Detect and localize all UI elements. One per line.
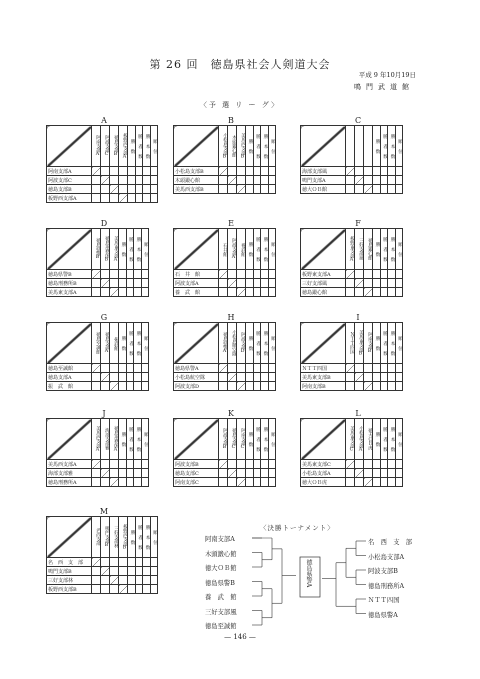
stat-column-header: 順 位 xyxy=(141,229,149,270)
group-label: G xyxy=(100,313,108,322)
preliminary-league-heading: 〈予 選 リ ー グ〉 xyxy=(199,101,281,109)
stat-column-header: 勝 者 数 xyxy=(253,126,261,167)
team-column-header: 徳島支部C xyxy=(228,419,237,460)
stat-column-header: 勝 数 xyxy=(128,126,136,167)
stat-column-header: 勝 者 数 xyxy=(253,323,261,364)
team-name: 美馬東支部C xyxy=(301,460,346,469)
stat-column-header: 順 位 xyxy=(150,517,158,558)
group-label: A xyxy=(101,116,107,125)
stat-column-header: 勝 者 数 xyxy=(135,126,143,167)
group-label: F xyxy=(355,219,361,228)
stat-column-header: 勝 者 数 xyxy=(380,229,388,270)
team-name: 徳大ＯＢ虎 xyxy=(301,478,346,487)
team-name: 阿波支部A xyxy=(174,279,219,288)
team-column-header: 板野東支部A xyxy=(346,229,355,270)
group-label: E xyxy=(228,219,234,228)
group-label: L xyxy=(355,409,361,418)
page-number: — 146 — xyxy=(224,633,256,641)
stat-column-header: 勝 者 数 xyxy=(253,419,261,460)
team-name: 小松島航空隊 xyxy=(174,373,219,382)
team-column-header: 阿南支部B xyxy=(364,323,373,364)
team-column-header: 小松島支部B xyxy=(219,126,228,167)
team-column-header: 徳島県警B xyxy=(92,229,101,270)
team-name: 三好支部風 xyxy=(301,279,346,288)
stat-column-header: 順 位 xyxy=(141,419,149,460)
team-column-header: 美馬東支部C xyxy=(346,419,355,460)
stat-column-header: 勝 本 数 xyxy=(261,323,269,364)
bracket-team-left: 徳島至誠館 xyxy=(205,623,237,630)
team-name: 美馬東支部B xyxy=(301,373,346,382)
team-column-header: 養武館 xyxy=(237,229,246,270)
team-name: 海部支部風 xyxy=(301,167,346,176)
group-label: M xyxy=(99,507,109,516)
group-label: K xyxy=(228,409,234,418)
team-name: 三好支部林 xyxy=(47,576,92,585)
team-column-header: 徳島刑務所A xyxy=(110,419,119,460)
team-column-header: 鳴門支部B xyxy=(101,517,110,558)
team-name: 徳島刑務所A xyxy=(47,478,92,487)
team-name: 阿波支部B xyxy=(174,460,219,469)
team-column-header: 阿波支部D xyxy=(237,323,246,364)
stat-column-header: 勝 者 数 xyxy=(126,323,134,364)
stat-column-header: 勝 数 xyxy=(246,229,254,270)
team-name: 養 武 館 xyxy=(174,288,219,297)
team-column-header: 徳島支部A xyxy=(101,323,110,364)
team-name: 板野西支部B xyxy=(47,585,92,594)
stat-column-header: 勝 本 数 xyxy=(143,126,151,167)
team-column-header: 海部支部雅 xyxy=(101,419,110,460)
team-name: 名 西 支 部 xyxy=(47,558,92,567)
team-name: 徳島支部B xyxy=(47,185,92,194)
bracket-team-left: 三好支部風 xyxy=(205,608,237,616)
stat-column-header: 勝 数 xyxy=(128,517,136,558)
bracket-team-right: 徳島刑務所A xyxy=(368,582,405,590)
team-name: 徳島県警B xyxy=(47,270,92,279)
group-label: H xyxy=(227,313,235,322)
stat-column-header: 勝 数 xyxy=(373,126,381,167)
team-name: 徳島刑務所B xyxy=(47,279,92,288)
team-column-header: 美馬東支部A xyxy=(110,229,119,270)
team-column-header: 振武館 xyxy=(110,323,119,364)
team-name: 鳴門支部B xyxy=(47,567,92,576)
team-column-header: 阿南支部C xyxy=(237,419,246,460)
group-label: I xyxy=(356,313,360,322)
stat-column-header: 勝 者 数 xyxy=(126,229,134,270)
stat-column-header: 勝 数 xyxy=(246,419,254,460)
team-column-header: 小松島支部A xyxy=(355,419,364,460)
stat-column-header: 順 位 xyxy=(141,323,149,364)
team-column-header: 阿波支部A xyxy=(228,229,237,270)
stat-column-header: 順 位 xyxy=(268,126,276,167)
team-name: 美馬西支部B xyxy=(174,185,219,194)
team-name: 阿波支部D xyxy=(174,382,219,391)
team-name: 小松島支部B xyxy=(174,167,219,176)
stat-column-header: 勝 数 xyxy=(119,229,127,270)
team-name: 石 井 館 xyxy=(174,270,219,279)
team-name: 海部支部雅 xyxy=(47,469,92,478)
team-name: 阿南支部A xyxy=(47,167,92,176)
team-column-header: 徳島至誠館 xyxy=(92,323,101,364)
team-name: 板野西支部A xyxy=(47,194,92,203)
team-column-header: 三好支部風 xyxy=(355,229,364,270)
team-name: 徳大ＯＢ館 xyxy=(301,185,346,194)
bracket-team-right: 名 西 支 部 xyxy=(368,539,413,546)
page-title: 第 26 回 徳島県社会人剣道大会 xyxy=(149,58,331,71)
stat-column-header: 勝 本 数 xyxy=(134,419,142,460)
stat-column-header: 順 位 xyxy=(395,229,403,270)
stat-column-header: 勝 本 数 xyxy=(134,323,142,364)
group-label: D xyxy=(100,219,108,228)
team-name: 徳島至誠館 xyxy=(47,364,92,373)
team-name: 阿南支部B xyxy=(301,382,346,391)
stat-column-header: 勝 者 数 xyxy=(126,419,134,460)
team-column-header: ＮＴＴ四国 xyxy=(346,323,355,364)
team-column-header: 阿波支部B xyxy=(219,419,228,460)
team-name: 鳴門支部A xyxy=(301,176,346,185)
stat-column-header: 順 位 xyxy=(150,126,158,167)
group-label: C xyxy=(354,116,362,125)
team-column-header: 小松島航空隊 xyxy=(228,323,237,364)
stat-column-header: 勝 者 数 xyxy=(380,419,388,460)
stat-column-header: 勝 本 数 xyxy=(134,229,142,270)
stat-column-header: 勝 数 xyxy=(119,323,127,364)
team-column-header: 徳大ＯＢ虎 xyxy=(364,419,373,460)
event-venue: 鳴門武道館 xyxy=(354,83,414,91)
stat-column-header: 勝 本 数 xyxy=(261,229,269,270)
team-name: 徳島鍛心館 xyxy=(301,288,346,297)
stat-column-header: 勝 本 数 xyxy=(388,323,396,364)
stat-column-header: 勝 本 数 xyxy=(261,419,269,460)
team-name: 美馬西支部A xyxy=(47,460,92,469)
team-column-header: 阿南支部A xyxy=(92,126,101,167)
team-column-header: 徳島刑務所B xyxy=(101,229,110,270)
bracket-team-left: 養 武 館 xyxy=(205,594,237,601)
team-name: 板野東支部A xyxy=(301,270,346,279)
stat-column-header: 順 位 xyxy=(268,323,276,364)
stat-column-header: 勝 数 xyxy=(373,323,381,364)
stat-column-header: 勝 者 数 xyxy=(253,229,261,270)
team-column-header: 三好支部林 xyxy=(110,517,119,558)
bracket-team-left: 阿南支部A xyxy=(205,536,235,543)
team-column-header: 美馬西支部A xyxy=(92,419,101,460)
team-name: 徳島支部C xyxy=(174,469,219,478)
stat-column-header: 順 位 xyxy=(395,126,403,167)
stat-column-header: 勝 本 数 xyxy=(388,229,396,270)
bracket-team-right: 徳島県警A xyxy=(368,611,398,619)
team-name: 徳島支部A xyxy=(47,373,92,382)
team-column-header: 美馬東支部B xyxy=(355,323,364,364)
stat-column-header: 勝 数 xyxy=(246,323,254,364)
team-name: 木頭鍛心館 xyxy=(174,176,219,185)
stat-column-header: 順 位 xyxy=(395,323,403,364)
stat-column-header: 勝 本 数 xyxy=(388,126,396,167)
stat-column-header: 勝 本 数 xyxy=(388,419,396,460)
bracket-team-right: 阿波支部B xyxy=(368,568,398,575)
group-label: J xyxy=(102,409,106,418)
bracket-team-left: 徳島県警B xyxy=(205,579,235,587)
team-column-header: 名西支部 xyxy=(92,517,101,558)
team-name: 阿波支部C xyxy=(47,176,92,185)
team-name: 阿南支部C xyxy=(174,478,219,487)
champion-name: 徳島県警A xyxy=(305,559,312,588)
group-label: B xyxy=(228,116,234,125)
team-column-header: 美馬西支部B xyxy=(237,126,246,167)
bracket-team-left: 徳大ＯＢ館 xyxy=(205,565,237,572)
stat-column-header: 順 位 xyxy=(395,419,403,460)
stat-column-header: 順 位 xyxy=(268,229,276,270)
team-name: 美馬東支部A xyxy=(47,288,92,297)
stat-column-header: 勝 数 xyxy=(373,229,381,270)
team-column-header: 徳島鍛心館 xyxy=(364,229,373,270)
stat-column-header: 勝 数 xyxy=(246,126,254,167)
team-column-header: 阿波支部C xyxy=(101,126,110,167)
stat-column-header: 勝 数 xyxy=(373,419,381,460)
stat-column-header: 勝 者 数 xyxy=(135,517,143,558)
team-name: 徳島県警A xyxy=(174,364,219,373)
team-name: 小松島支部A xyxy=(301,469,346,478)
bracket-team-left: 木頭鍛心館 xyxy=(205,550,237,558)
bracket-team-right: 小松島支部A xyxy=(368,553,405,561)
team-column-header: 木頭鍛心館 xyxy=(228,126,237,167)
stat-column-header: 勝 数 xyxy=(119,419,127,460)
event-date: 平成 9 年10月19日 xyxy=(358,71,416,79)
final-tournament-heading: 〈決勝トーナメント〉 xyxy=(260,524,335,532)
bracket-team-right: ＮＴＴ四国 xyxy=(368,597,400,604)
stat-column-header: 勝 者 数 xyxy=(380,126,388,167)
team-name: ＮＴＴ四国 xyxy=(301,364,346,373)
stat-column-header: 勝 本 数 xyxy=(261,126,269,167)
stat-column-header: 勝 者 数 xyxy=(380,323,388,364)
team-column-header: 板野西支部B xyxy=(119,517,128,558)
stat-column-header: 順 位 xyxy=(268,419,276,460)
team-column-header: 石井館 xyxy=(219,229,228,270)
team-column-header: 板野西支部A xyxy=(119,126,128,167)
stat-column-header: 勝 本 数 xyxy=(143,517,151,558)
team-name: 振 武 館 xyxy=(47,382,92,391)
team-column-header: 徳島県警A xyxy=(219,323,228,364)
team-column-header: 徳島支部B xyxy=(110,126,119,167)
